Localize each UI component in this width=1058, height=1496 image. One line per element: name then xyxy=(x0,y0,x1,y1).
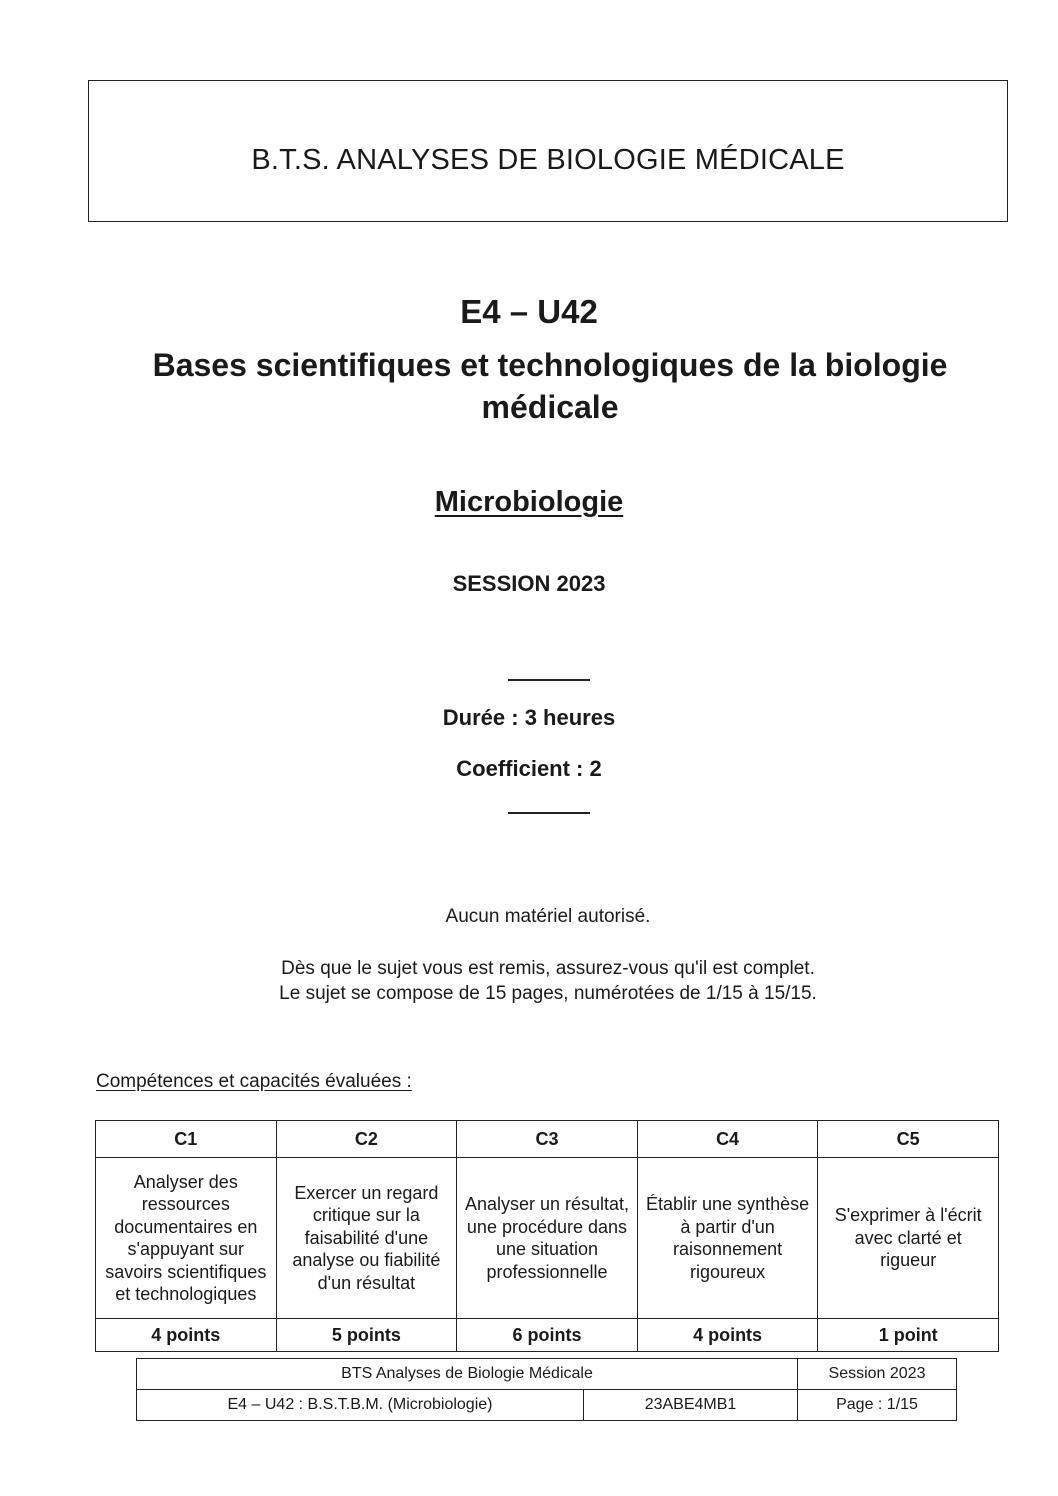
competence-code: C3 xyxy=(457,1121,638,1158)
footer-reference: 23ABE4MB1 xyxy=(584,1390,798,1421)
exam-subject: Microbiologie xyxy=(434,486,624,518)
competences-header-row xyxy=(96,1121,999,1158)
competence-description: Exercer un regard critique sur la faisabilité d'une analyse ou fiabilité d'un résultat xyxy=(276,1158,457,1319)
page-footer xyxy=(136,1358,957,1421)
competence-description: Analyser un résultat, une procédure dans une situation professionnelle xyxy=(457,1158,638,1319)
footer-row-2 xyxy=(137,1390,957,1421)
competence-code: C2 xyxy=(276,1121,457,1158)
competences-points-row xyxy=(96,1319,999,1352)
competences-table xyxy=(95,1120,999,1352)
footer-page-number: Page : 1/15 xyxy=(798,1390,957,1421)
footer-program: BTS Analyses de Biologie Médicale xyxy=(137,1359,798,1390)
footer-session: Session 2023 xyxy=(798,1359,957,1390)
footer-row-1 xyxy=(137,1359,957,1390)
competence-points: 4 points xyxy=(96,1319,277,1352)
competence-description: Établir une synthèse à partir d'un raisonnement rigoureux xyxy=(637,1158,818,1319)
competences-description-row xyxy=(96,1158,999,1319)
divider-bottom xyxy=(508,812,590,814)
competence-description: Analyser des ressources documentaires en s'appuyant sur savoirs scientifiques et technologiques xyxy=(96,1158,277,1319)
exam-title: Bases scientifiques et technologiques de la biologie médicale xyxy=(152,347,948,425)
competence-code: C5 xyxy=(818,1121,999,1158)
competence-description: S'exprimer à l'écrit avec clarté et rigueur xyxy=(818,1158,999,1319)
competence-code: C1 xyxy=(96,1121,277,1158)
instruction-line-2: Le sujet se compose de 15 pages, numérotées de 1/15 à 15/15. xyxy=(279,983,817,1004)
competences-title: Compétences et capacités évaluées : xyxy=(96,1071,412,1092)
instruction-line-1: Dès que le sujet vous est remis, assurez-vous qu'il est complet. xyxy=(281,958,815,979)
materiel-notice: Aucun matériel autorisé. xyxy=(445,906,651,927)
divider-top xyxy=(508,679,590,681)
exam-duration: Durée : 3 heures xyxy=(442,705,616,730)
competence-points: 5 points xyxy=(276,1319,457,1352)
header-box xyxy=(88,80,1008,222)
header-title: B.T.S. ANALYSES DE BIOLOGIE MÉDICALE xyxy=(251,144,845,176)
competence-points: 1 point xyxy=(818,1319,999,1352)
exam-session: SESSION 2023 xyxy=(452,571,606,596)
exam-code: E4 – U42 xyxy=(460,293,598,330)
competence-points: 6 points xyxy=(457,1319,638,1352)
exam-coefficient: Coefficient : 2 xyxy=(456,756,602,781)
competence-code: C4 xyxy=(637,1121,818,1158)
competence-points: 4 points xyxy=(637,1319,818,1352)
footer-epreuve: E4 – U42 : B.S.T.B.M. (Microbiologie) xyxy=(137,1390,584,1421)
